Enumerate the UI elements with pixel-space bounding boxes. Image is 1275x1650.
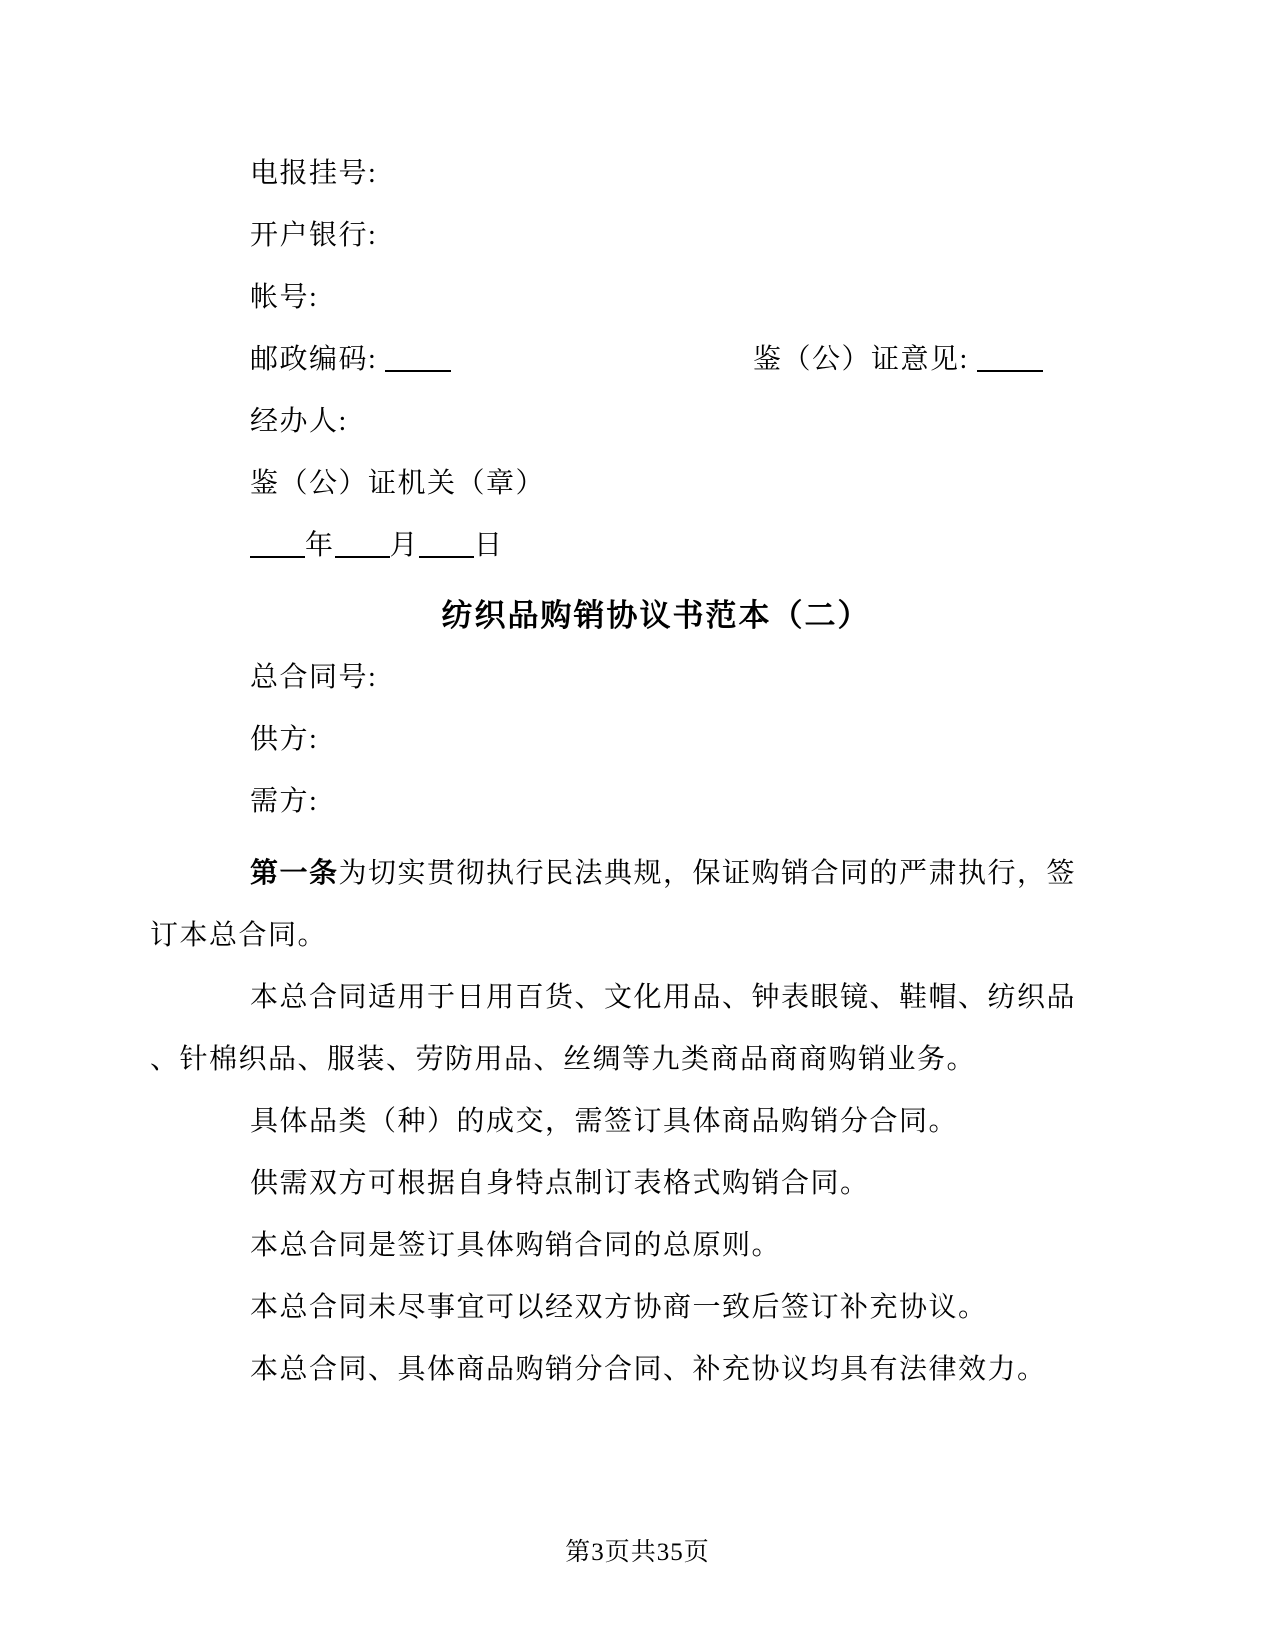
date-unit: 日 (474, 530, 504, 561)
clause-1-para-2-line-1: 本总合同适用于日用百货、文化用品、钟表眼镜、鞋帽、纺织品 (250, 982, 1077, 1013)
clause-1-para-5: 本总合同是签订具体购销合同的总原则。 (250, 1230, 782, 1261)
field-postal-code-and-notary-opinion (150, 329, 1062, 391)
clause-1-line-2: 订本总合同。 (150, 920, 328, 951)
field-buyer: 需方: (250, 786, 319, 817)
page-footer (0, 1524, 1275, 1582)
page-number: 第3页共35页 (565, 1539, 710, 1566)
section-title: 纺织品购销协议书范本（二） (441, 598, 871, 633)
clause-1-para-4: 供需双方可根据自身特点制订表格式购销合同。 (250, 1168, 870, 1199)
field-label: 邮政编码: (250, 344, 378, 375)
date-unit: 年 (305, 530, 335, 561)
blank-underline (250, 552, 305, 558)
blank-underline (335, 552, 390, 558)
field-bank: 开户银行: (250, 220, 378, 251)
field-supplier: 供方: (250, 724, 319, 755)
field-telegraph-number: 电报挂号: (250, 158, 378, 189)
field-label: 鉴（公）证意见: (753, 344, 969, 375)
date-unit: 月 (389, 530, 420, 561)
field-account-number: 帐号: (250, 282, 319, 313)
clause-1-para-3: 具体品类（种）的成交，需签订具体商品购销分合同。 (250, 1106, 959, 1137)
blank-underline (977, 366, 1043, 372)
clause-1-para-6: 本总合同未尽事宜可以经双方协商一致后签订补充协议。 (250, 1292, 988, 1323)
field-handler: 经办人: (250, 406, 348, 437)
document-body (150, 143, 1077, 1401)
clause-1-line-1: 第一条为切实贯彻执行民法典规，保证购销合同的严肃执行，签 (250, 858, 1077, 889)
field-master-contract-number: 总合同号: (250, 662, 378, 693)
date-line (150, 515, 1062, 577)
clause-number: 第一条 (250, 858, 339, 889)
blank-underline (385, 366, 451, 372)
clause-1-para-7: 本总合同、具体商品购销分合同、补充协议均具有法律效力。 (250, 1354, 1047, 1385)
field-notary-authority-seal: 鉴（公）证机关（章） (250, 468, 546, 499)
blank-underline (419, 552, 474, 558)
notary-opinion-label (753, 329, 1043, 391)
clause-1-para-2-line-2: 、针棉织品、服装、劳防用品、丝绸等九类商品商商购销业务。 (150, 1044, 977, 1075)
